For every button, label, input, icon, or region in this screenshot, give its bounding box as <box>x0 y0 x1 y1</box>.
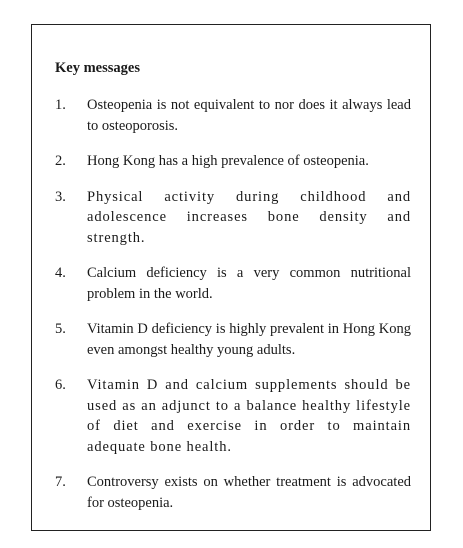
list-item <box>55 375 411 457</box>
item-text: Controversy exists on whether treatment is advocated for osteopenia. <box>87 474 411 511</box>
key-messages-box <box>31 24 431 531</box>
item-text: Physical activity during childhood and adolescence increases bone density and strength. <box>87 188 411 246</box>
list-item <box>55 95 411 136</box>
box-title: Key messages <box>55 60 140 76</box>
item-text: Vitamin D and calcium supplements should be used as an adjunct to a balance healthy lifestyle of diet and exercise in order to maintain adequate bone health. <box>87 377 411 455</box>
item-number: 2. <box>55 153 66 169</box>
item-number: 3. <box>55 188 66 205</box>
item-text: Osteopenia is not equivalent to nor does it always lead to osteoporosis. <box>87 97 411 134</box>
item-text: Vitamin D deficiency is highly prevalent in Hong Kong even amongst healthy young adults. <box>87 321 411 358</box>
key-messages-list <box>55 95 411 528</box>
list-item <box>55 472 411 513</box>
item-number: 6. <box>55 377 66 393</box>
item-number: 5. <box>55 321 66 337</box>
list-item <box>55 263 411 304</box>
item-number: 7. <box>55 474 66 490</box>
list-item <box>55 187 411 249</box>
item-text: Calcium deficiency is a very common nutritional problem in the world. <box>87 265 411 302</box>
list-item <box>55 151 411 172</box>
item-number: 4. <box>55 265 66 281</box>
list-item <box>55 319 411 360</box>
item-number: 1. <box>55 97 66 113</box>
item-text: Hong Kong has a high prevalence of osteopenia. <box>87 153 369 169</box>
